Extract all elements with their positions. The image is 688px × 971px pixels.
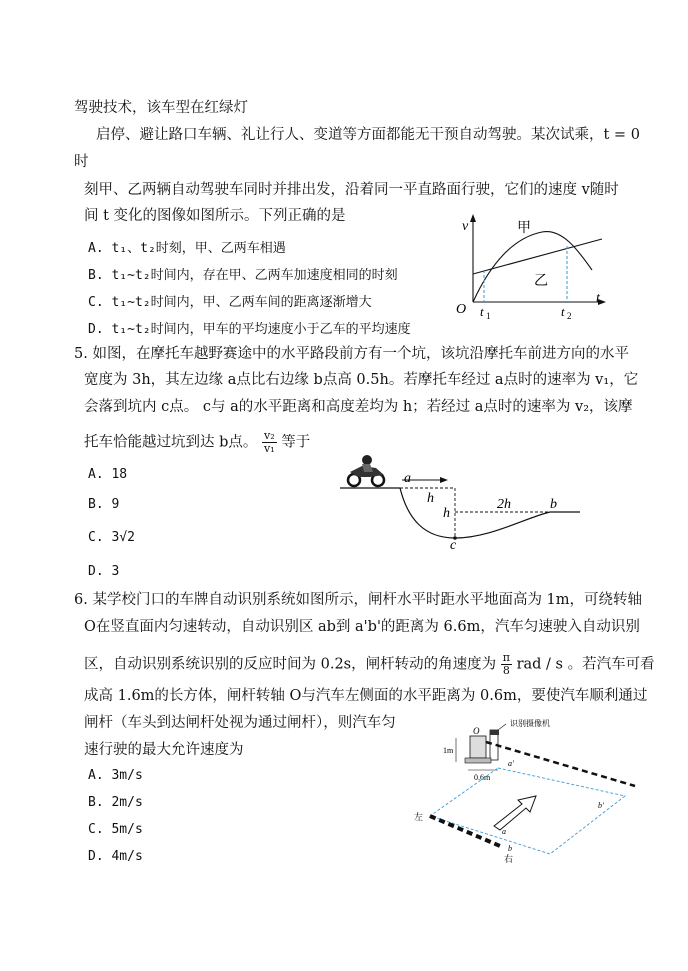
point-b-label: b xyxy=(550,497,557,512)
axis-o-label: O xyxy=(473,726,480,736)
axis-t-label: t xyxy=(596,291,600,306)
label-a: a xyxy=(502,827,506,836)
dim-h-lower: h xyxy=(443,506,450,521)
axis-v-label: v xyxy=(462,219,469,234)
dim-1m: 1m xyxy=(443,746,454,755)
gate-housing xyxy=(470,736,486,758)
q6-option-a: A. 3m/s xyxy=(88,768,143,783)
q6-line5: 闸杆（车头到达闸杆处视为通过闸杆），则汽车匀 xyxy=(84,715,396,731)
q6-line3 xyxy=(84,652,655,677)
q5-fraction xyxy=(262,430,277,455)
q6-line6: 速行驶的最大允许速度为 xyxy=(84,742,244,758)
direction-arrow-icon xyxy=(494,796,536,830)
recognition-zone xyxy=(430,768,625,854)
q5-option-c: C. 3√2 xyxy=(88,530,135,545)
q4-line4: 刻甲、乙两辆自动驾驶车同时并排出发，沿着同一平直路面行驶，它们的速度 v随时 xyxy=(84,182,619,198)
q6-line4: 成高 1.6m的长方体，闸杆转轴 O与汽车左侧面的水平距离为 0.6m，要使汽车顺利通过 xyxy=(84,688,648,704)
q4-option-a: A. t₁、t₂时刻，甲、乙两车相遇 xyxy=(88,241,286,256)
label-b: b xyxy=(508,844,512,853)
q5-line4-end: 等于 xyxy=(281,434,311,451)
t1-label: t xyxy=(480,304,484,319)
q6-option-d: D. 4m/s xyxy=(88,849,143,864)
origin-label: O xyxy=(456,302,467,317)
label-a-prime: a' xyxy=(508,759,514,768)
t2-sub: 2 xyxy=(567,311,572,321)
q6-fraction xyxy=(501,652,512,677)
label-jia: 甲 xyxy=(517,221,531,236)
q5-line4 xyxy=(84,430,310,455)
q6-option-b: B. 2m/s xyxy=(88,795,143,810)
q4-option-b: B. t₁~t₂时间内，存在甲、乙两车加速度相同的时刻 xyxy=(88,268,398,283)
dim-h-upper: h xyxy=(427,491,434,506)
q5-frac-den: v₁ xyxy=(264,442,275,455)
label-right: 右 xyxy=(504,854,514,864)
q6-line2: O在竖直面内匀速转动，自动识别区 ab到 a'b'的距离为 6.6m，汽车匀速驶入自动识别 xyxy=(84,619,640,635)
q5-frac-num: v₂ xyxy=(264,429,275,442)
q4-line1: 驾驶技术，该车型在红绿灯 xyxy=(74,100,248,116)
t2-label: t xyxy=(561,304,565,319)
q6-line3-end: rad / s 。若汽车可看 xyxy=(516,656,655,673)
q5-line2: 宽度为 3h，其左边缘 a点比右边缘 b点高 0.5h。若摩托车经过 a点时的速率为 v₁，它 xyxy=(84,372,639,388)
dim-0.6m: 0.6m xyxy=(474,773,491,782)
q5-line3: 会落到坑内 c点。 c与 a的水平距离和高度差均为 h；若经过 a点时的速率为 v₂，该摩 xyxy=(84,399,633,415)
point-c-label: c xyxy=(450,538,457,550)
q4-line3: 时 xyxy=(74,154,89,170)
camera-label: 识别摄像机 xyxy=(510,719,550,728)
q5-option-b: B. 9 xyxy=(88,497,120,512)
q6-line3-text: 区，自动识别系统识别的反应时间为 0.2s，闸杆转动的角速度为 xyxy=(84,656,497,673)
label-b-prime: b' xyxy=(598,801,604,810)
q6-frac-num: π xyxy=(502,651,510,664)
q4-line5: 间 t 变化的图像如图所示。下列正确的是 xyxy=(84,208,346,224)
q6-option-c: C. 5m/s xyxy=(88,822,143,837)
q4-vt-graph xyxy=(450,210,610,322)
q6-frac-den: 8 xyxy=(502,664,510,677)
q6-line1: 6. 某学校门口的车牌自动识别系统如图所示，闸杆水平时距水平地面高为 1m，可绕转轴 xyxy=(74,592,643,608)
q4-option-d: D. t₁~t₂时间内，甲车的平均速度小于乙车的平均速度 xyxy=(88,322,411,337)
label-yi: 乙 xyxy=(534,274,548,289)
label-left: 左 xyxy=(414,812,424,822)
curve-jia xyxy=(473,232,592,302)
motorcycle-icon xyxy=(348,455,384,486)
t1-sub: 1 xyxy=(486,311,491,321)
q6-gate-figure xyxy=(410,716,640,866)
q5-option-d: D. 3 xyxy=(88,564,120,579)
q4-option-c: C. t₁~t₂时间内，甲、乙两车间的距离逐渐增大 xyxy=(88,295,372,310)
entry-stripe xyxy=(430,816,500,846)
dim-2h: 2h xyxy=(497,497,511,512)
q4-line2: 启停、避让路口车辆、礼让行人、变道等方面都能无干预自动驾驶。某次试乘，t = 0 xyxy=(96,127,640,143)
q5-line4-text: 托车恰能越过坑到达 b点。 xyxy=(84,434,258,451)
point-a-label: a xyxy=(404,471,411,486)
q5-pit-figure xyxy=(340,450,590,550)
q5-line1: 5. 如图，在摩托车越野赛途中的水平路段前方有一个坑，该坑沿摩托车前进方向的水平 xyxy=(74,346,629,362)
q5-option-a: A. 18 xyxy=(88,467,128,482)
